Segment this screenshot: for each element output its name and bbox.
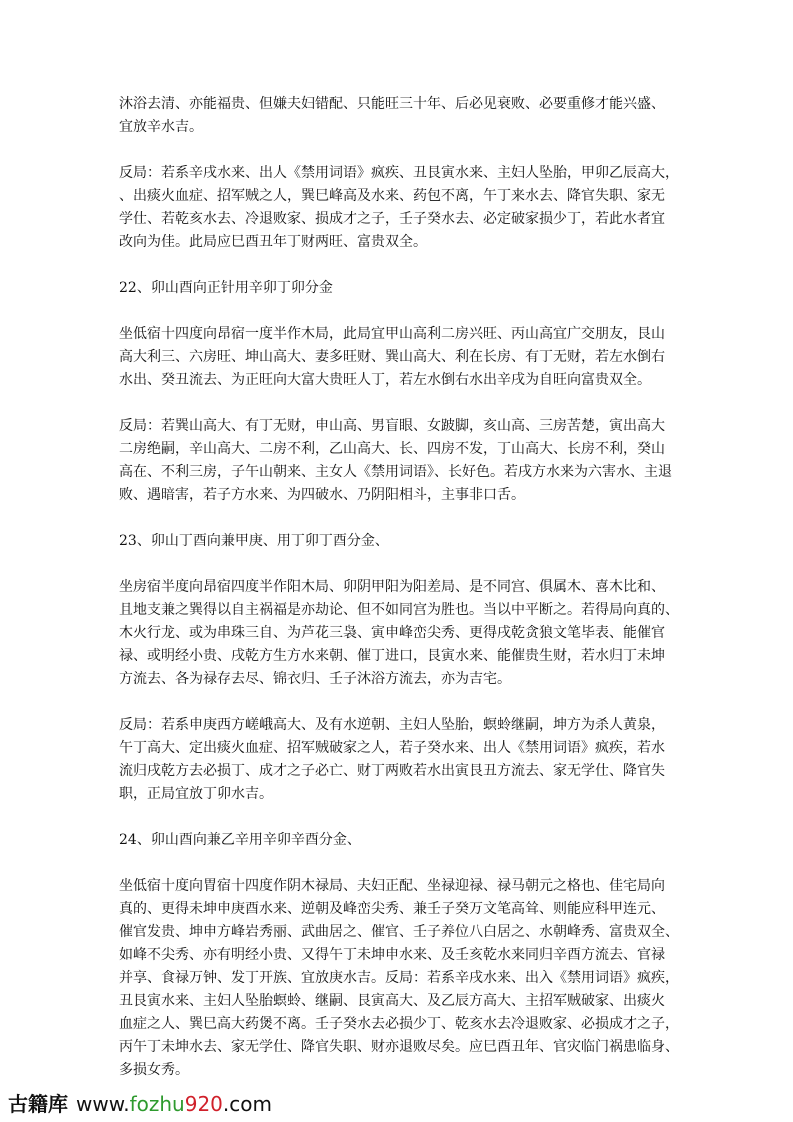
text-line: 血症之人、巽巳高大药煲不离。壬子癸水去必损少丁、乾亥水去冷退败家、必损成才之子， <box>119 1016 679 1032</box>
text-line: 二房绝嗣，辛山高大、二房不利，乙山高大、长、四房不发，丁山高大、长房不利，癸山 <box>119 441 665 457</box>
text-line: 职，正局宜放丁卯水吉。 <box>119 786 273 802</box>
text-line: 丙午丁未坤水去、家无学仕、降官失职、财亦退败尽矣。应巳酉丑年、官灾临门祸患临身、 <box>119 1039 679 1055</box>
text-line: 并享、食禄万钟、发丁开族、宜放庚水吉。反局：若系辛戌水来、出入《禁用词语》疯疾， <box>119 970 679 986</box>
text-line: 方流去、各为禄存去尽、锦衣归、壬子沐浴方流去，亦为吉宅。 <box>119 671 511 687</box>
text-line: 流归戌乾方去必损丁、成才之子必亡、财丁两败若水出寅艮丑方流去、家无学仕、降官失 <box>119 763 665 779</box>
text-line: 催官发贵、坤申方峰岩秀丽、武曲居之、催官、壬子养位八白居之、水朝峰秀、富贵双全、 <box>119 924 679 940</box>
paragraph <box>119 415 699 507</box>
text-line: 高大利三、六房旺、坤山高大、妻多旺财、巽山高大、利在长房、有丁无财，若左水倒右 <box>119 349 665 365</box>
text-line: 坐房宿半度向昂宿四度半作阳木局、卯阴甲阳为阳差局、是不同宫、俱属木、喜木比和、 <box>119 579 665 595</box>
text-line: 且地支兼之巽得以自主祸福是亦劫论、但不如同宫为胜也。当以中平断之。若得局向真的、 <box>119 602 679 618</box>
footer-brand: 古籍库 <box>8 1092 68 1116</box>
footer-url-prefix: www. <box>76 1092 130 1116</box>
text-line: 沐浴去清、亦能福贵、但嫌夫妇错配、只能旺三十年、后必见衰败、必要重修才能兴盛、 <box>119 96 665 112</box>
text-line: 23、卯山丁酉向兼甲庚、用丁卯丁酉分金、 <box>119 533 389 549</box>
paragraph <box>119 714 699 806</box>
text-line: 宜放辛水吉。 <box>119 119 203 135</box>
text-line: 改向为佳。此局应巳酉丑年丁财两旺、富贵双全。 <box>119 234 427 250</box>
text-line: 坐低宿十四度向昂宿一度半作木局，此局宜甲山高利二房兴旺、丙山高宜广交朋友，艮山 <box>119 326 665 342</box>
text-line: 反局：若巽山高大、有丁无财，申山高、男盲眼、女跛脚，亥山高、三房苦楚，寅出高大 <box>119 418 665 434</box>
paragraph <box>119 576 699 691</box>
text-line: 24、卯山酉向兼乙辛用辛卯辛酉分金、 <box>119 832 361 848</box>
text-line: 反局：若系辛戌水来、出人《禁用词语》疯疾、丑艮寅水来、主妇人坠胎，甲卯乙辰高大， <box>119 165 679 181</box>
text-line: 午丁高大、定出痰火血症、招军贼破家之人，若子癸水来、出人《禁用词语》疯疾，若水 <box>119 740 665 756</box>
text-line: 反局：若系申庚西方嵯峨高大、及有水逆朝、主妇人坠胎，螟蛉继嗣，坤方为杀人黄泉， <box>119 717 665 733</box>
text-line: 、出痰火血症、招军贼之人，巽巳峰高及水来、药包不离，午丁来水去、降官失职、家无 <box>119 188 665 204</box>
text-line: 多损女秀。 <box>119 1062 189 1078</box>
paragraph <box>119 93 699 139</box>
paragraph <box>119 875 699 1082</box>
footer-url-green: fozhu <box>129 1092 185 1116</box>
paragraph <box>119 323 699 392</box>
text-line: 丑艮寅水来、主妇人坠胎螟蛉、继嗣、艮寅高大、及乙辰方高大、主招军贼破家、出痰火 <box>119 993 665 1009</box>
text-line: 22、卯山酉向正针用辛卯丁卯分金 <box>119 280 333 296</box>
text-line: 木火行龙、或为串珠三自、为芦花三袅、寅申峰峦尖秀、更得戌乾贪狼文笔毕表、能催官 <box>119 625 665 641</box>
paragraph <box>119 162 699 254</box>
text-line: 学仕、若乾亥水去、冷退败家、损成才之子，壬子癸水去、必定破家损少丁，若此水者宜 <box>119 211 665 227</box>
text-line: 真的、更得未坤申庚酉水来、逆朝及峰峦尖秀、兼壬子癸万文笔高耸、则能应科甲连元、 <box>119 901 665 917</box>
document-body <box>119 93 699 1105</box>
footer-url-suffix: .com <box>222 1092 272 1116</box>
section-heading <box>119 530 699 553</box>
text-line: 如峰不尖秀、亦有明经小贵、又得午丁未坤申水来、及壬亥乾水来同归辛酉方流去、官禄 <box>119 947 665 963</box>
text-line: 败、遇暗害，若子方水来、为四破水、乃阴阳相斗，主事非口舌。 <box>119 487 525 503</box>
section-heading <box>119 277 699 300</box>
text-line: 坐低宿十度向胃宿十四度作阴木禄局、夫妇正配、坐禄迎禄、禄马朝元之格也、佳宅局向 <box>119 878 665 894</box>
footer-url-red: 920 <box>184 1092 223 1116</box>
text-line: 水出、癸丑流去、为正旺向大富大贵旺人丁，若左水倒右水出辛戌为自旺向富贵双全。 <box>119 372 651 388</box>
text-line: 禄、或明经小贵、戌乾方生方水来朝、催丁进口，艮寅水来、能催贵生财，若水归丁未坤 <box>119 648 665 664</box>
footer-watermark <box>8 1088 272 1117</box>
text-line: 高在、不利三房，子午山朝来、主女人《禁用词语》、长好色。若戌方水来为六害水、主退 <box>119 464 672 480</box>
section-heading <box>119 829 699 852</box>
